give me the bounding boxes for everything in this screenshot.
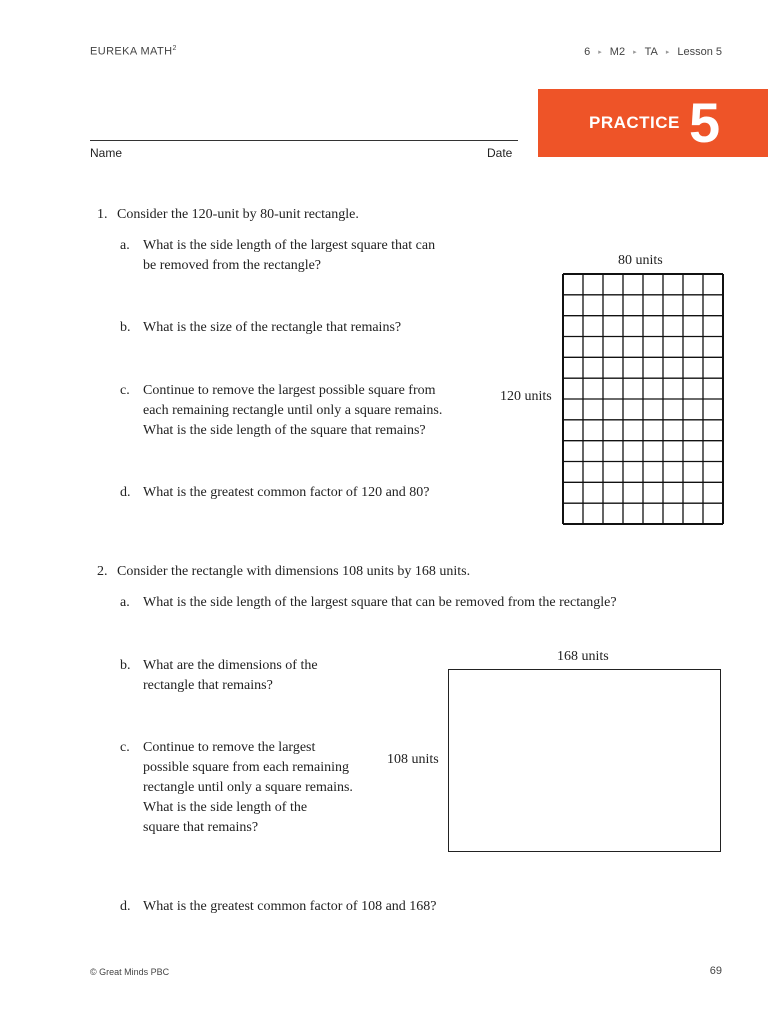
problem-2-part-d xyxy=(120,897,437,917)
part-text-line: What is the size of the rectangle that remains? xyxy=(143,320,402,335)
part-text-line: rectangle until only a square remains. xyxy=(143,780,353,795)
grid-width-label: 80 units xyxy=(618,253,663,268)
practice-label: PRACTICE xyxy=(589,113,680,132)
breadcrumb-separator-icon: ▸ xyxy=(633,49,637,56)
part-text-line: What is the side length of the xyxy=(143,800,308,815)
part-letter: b. xyxy=(120,658,131,673)
breadcrumb-module: M2 xyxy=(609,46,626,58)
part-text-line: What is the side length of the largest square that can xyxy=(143,238,436,253)
problem-2 xyxy=(97,562,470,582)
grid-rectangle-figure xyxy=(562,273,724,525)
problem-text: Consider the 120-unit by 80-unit rectangle. xyxy=(117,207,359,222)
problem-1 xyxy=(97,205,359,225)
part-letter: c. xyxy=(120,740,130,755)
problem-text: Consider the rectangle with dimensions 108 units by 168 units. xyxy=(117,564,471,579)
breadcrumb-separator-icon: ▸ xyxy=(665,49,670,56)
part-text-line: What is the greatest common factor of 120 and 80? xyxy=(143,485,430,500)
part-text-line: be removed from the rectangle? xyxy=(143,258,322,273)
part-text-line: What is the greatest common factor of 108 and 168? xyxy=(143,899,437,914)
breadcrumb xyxy=(584,46,722,58)
part-text-line: possible square from each remaining xyxy=(143,760,350,775)
part-letter: b. xyxy=(120,320,131,335)
brand-logo xyxy=(90,45,177,58)
breadcrumb-topic: TA xyxy=(644,46,658,58)
problem-2-part-b xyxy=(120,656,318,696)
part-text-line: square that remains? xyxy=(143,820,259,835)
part-text-line: rectangle that remains? xyxy=(143,678,273,693)
name-label: Name xyxy=(90,146,123,160)
part-text-line: What is the side length of the square that remains? xyxy=(143,423,426,438)
date-label: Date xyxy=(487,146,513,160)
problem-2-part-a xyxy=(120,593,617,613)
breadcrumb-separator-icon: ▸ xyxy=(598,49,602,56)
part-letter: a. xyxy=(120,238,130,253)
problem-1-part-d xyxy=(120,483,430,503)
practice-number: 5 xyxy=(689,91,721,154)
part-text-line: Continue to remove the largest xyxy=(143,740,316,755)
problem-number: 1. xyxy=(97,207,108,222)
problem-1-part-a xyxy=(120,236,436,276)
breadcrumb-lesson: Lesson 5 xyxy=(677,46,722,58)
rectangle-figure xyxy=(448,669,721,852)
part-text-line: What is the side length of the largest square that can be removed from the rectangle? xyxy=(143,595,617,610)
part-letter: c. xyxy=(120,383,130,398)
part-letter: d. xyxy=(120,899,131,914)
part-text-line: each remaining rectangle until only a square remains. xyxy=(143,403,443,418)
brand-superscript: 2 xyxy=(172,45,177,52)
part-letter: d. xyxy=(120,485,131,500)
problem-2-part-c xyxy=(120,738,353,838)
practice-banner xyxy=(538,89,768,157)
part-text-line: Continue to remove the largest possible square from xyxy=(143,383,436,398)
grid-height-label: 120 units xyxy=(500,389,552,404)
breadcrumb-grade: 6 xyxy=(584,46,591,58)
problem-number: 2. xyxy=(97,564,108,579)
page-number: 69 xyxy=(709,965,722,977)
name-line xyxy=(90,140,518,141)
part-letter: a. xyxy=(120,595,130,610)
footer-copyright: © Great Minds PBC xyxy=(90,967,170,977)
problem-1-part-c xyxy=(120,381,443,441)
rectangle-height-label: 108 units xyxy=(387,752,439,767)
brand-name: EUREKA MATH xyxy=(90,45,173,58)
rectangle-width-label: 168 units xyxy=(557,649,609,664)
problem-1-part-b xyxy=(120,318,402,338)
part-text-line: What are the dimensions of the xyxy=(143,658,318,673)
